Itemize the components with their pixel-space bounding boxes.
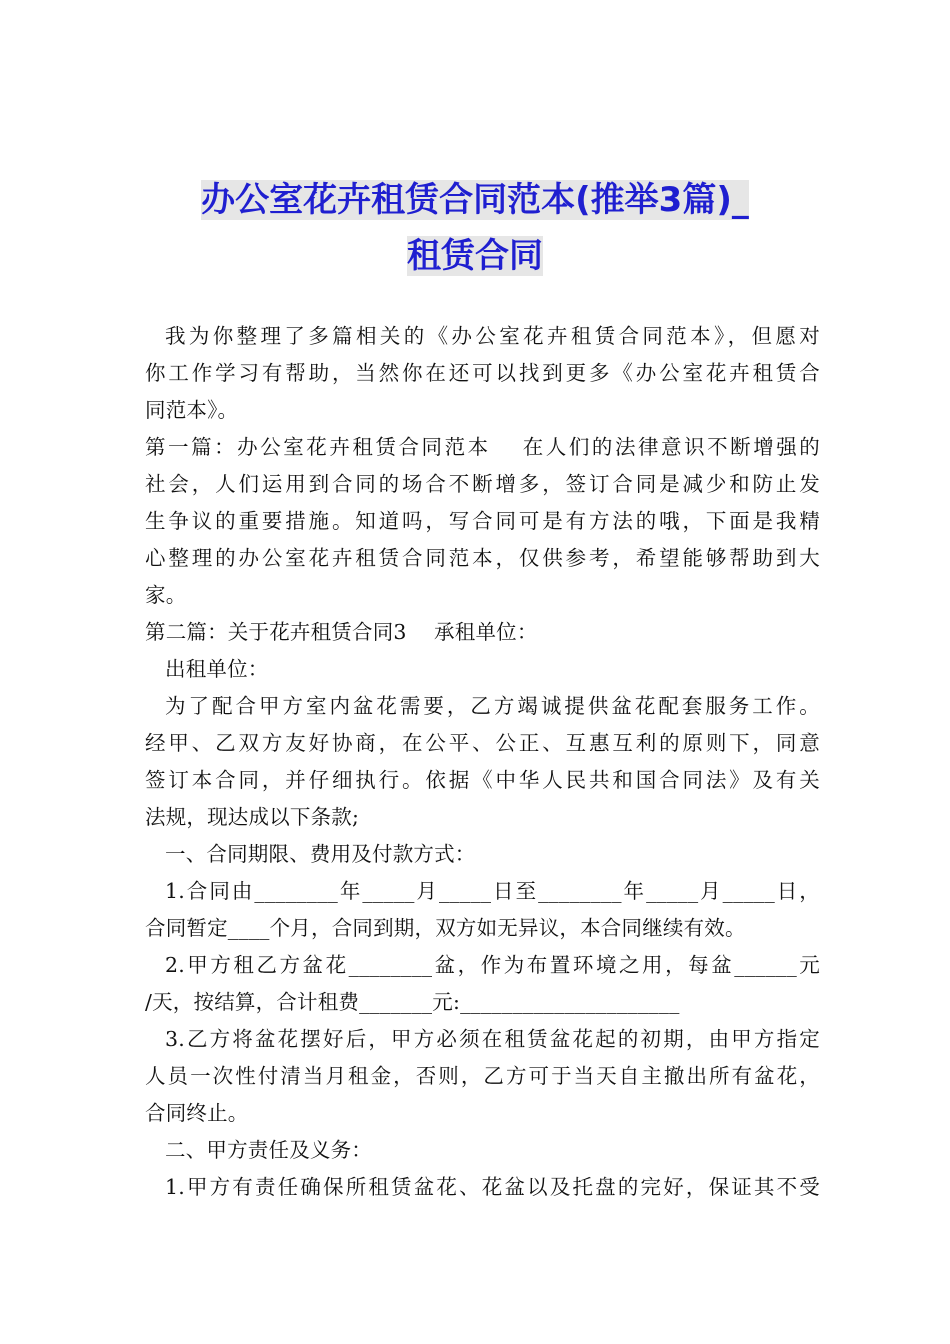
document-body [145, 318, 820, 1206]
paragraph-line: 为了配合甲方室内盆花需要，乙方竭诚提供盆花配套服务工作。 [165, 694, 820, 718]
section-heading-line: 第二篇：关于花卉租赁合同3 承租单位： [145, 620, 538, 644]
clause-line: 2.甲方租乙方盆花________盆，作为布置环境之用，每盆______元 [165, 953, 820, 977]
paragraph-line: 法规，现达成以下条款; [145, 805, 360, 829]
paragraph-line: 同范本》。 [145, 398, 239, 422]
paragraph-line: 出租单位： [165, 657, 269, 681]
paragraph-line: 生争议的重要措施。知道吗，写合同可是有方法的哦，下面是我精 [145, 509, 820, 533]
paragraph-line: 经甲、乙双方友好协商，在公平、公正、互惠互利的原则下，同意 [145, 731, 820, 755]
paragraph-line: 社会，人们运用到合同的场合不断增多，签订合同是减少和防止发 [145, 472, 820, 496]
clause-line: 1.合同由________年_____月_____日至________年_____月_____日， [165, 879, 820, 903]
document-title [120, 172, 830, 284]
section-heading-line: 第一篇：办公室花卉租赁合同范本 在人们的法律意识不断增强的 [145, 435, 820, 459]
paragraph-line: 我为你整理了多篇相关的《办公室花卉租赁合同范本》，但愿对 [165, 324, 820, 348]
clause-heading: 二、甲方责任及义务： [165, 1138, 372, 1162]
paragraph-line: 你工作学习有帮助，当然你在还可以找到更多《办公室花卉租赁合 [145, 361, 820, 385]
title-line-1: 办公室花卉租赁合同范本(推举3篇)_ [201, 180, 749, 220]
clause-line: 合同终止。 [145, 1101, 249, 1125]
paragraph-line: 签订本合同，并仔细执行。依据《中华人民共和国合同法》及有关 [145, 768, 820, 792]
clause-line: /天，按结算，合计租费_______元:_____________________ [145, 990, 680, 1014]
paragraph-line: 心整理的办公室花卉租赁合同范本，仅供参考，希望能够帮助到大 [145, 546, 820, 570]
clause-heading: 一、合同期限、费用及付款方式： [165, 842, 476, 866]
clause-line: 合同暂定____个月，合同到期，双方如无异议，本合同继续有效。 [145, 916, 746, 940]
title-line-2: 租赁合同 [407, 236, 543, 276]
clause-line: 人员一次性付清当月租金，否则，乙方可于当天自主撤出所有盆花， [145, 1064, 820, 1088]
paragraph-line: 家。 [145, 583, 187, 607]
clause-line: 1.甲方有责任确保所租赁盆花、花盆以及托盘的完好，保证其不受 [165, 1175, 820, 1199]
clause-line: 3.乙方将盆花摆好后，甲方必须在租赁盆花起的初期，由甲方指定 [165, 1027, 820, 1051]
